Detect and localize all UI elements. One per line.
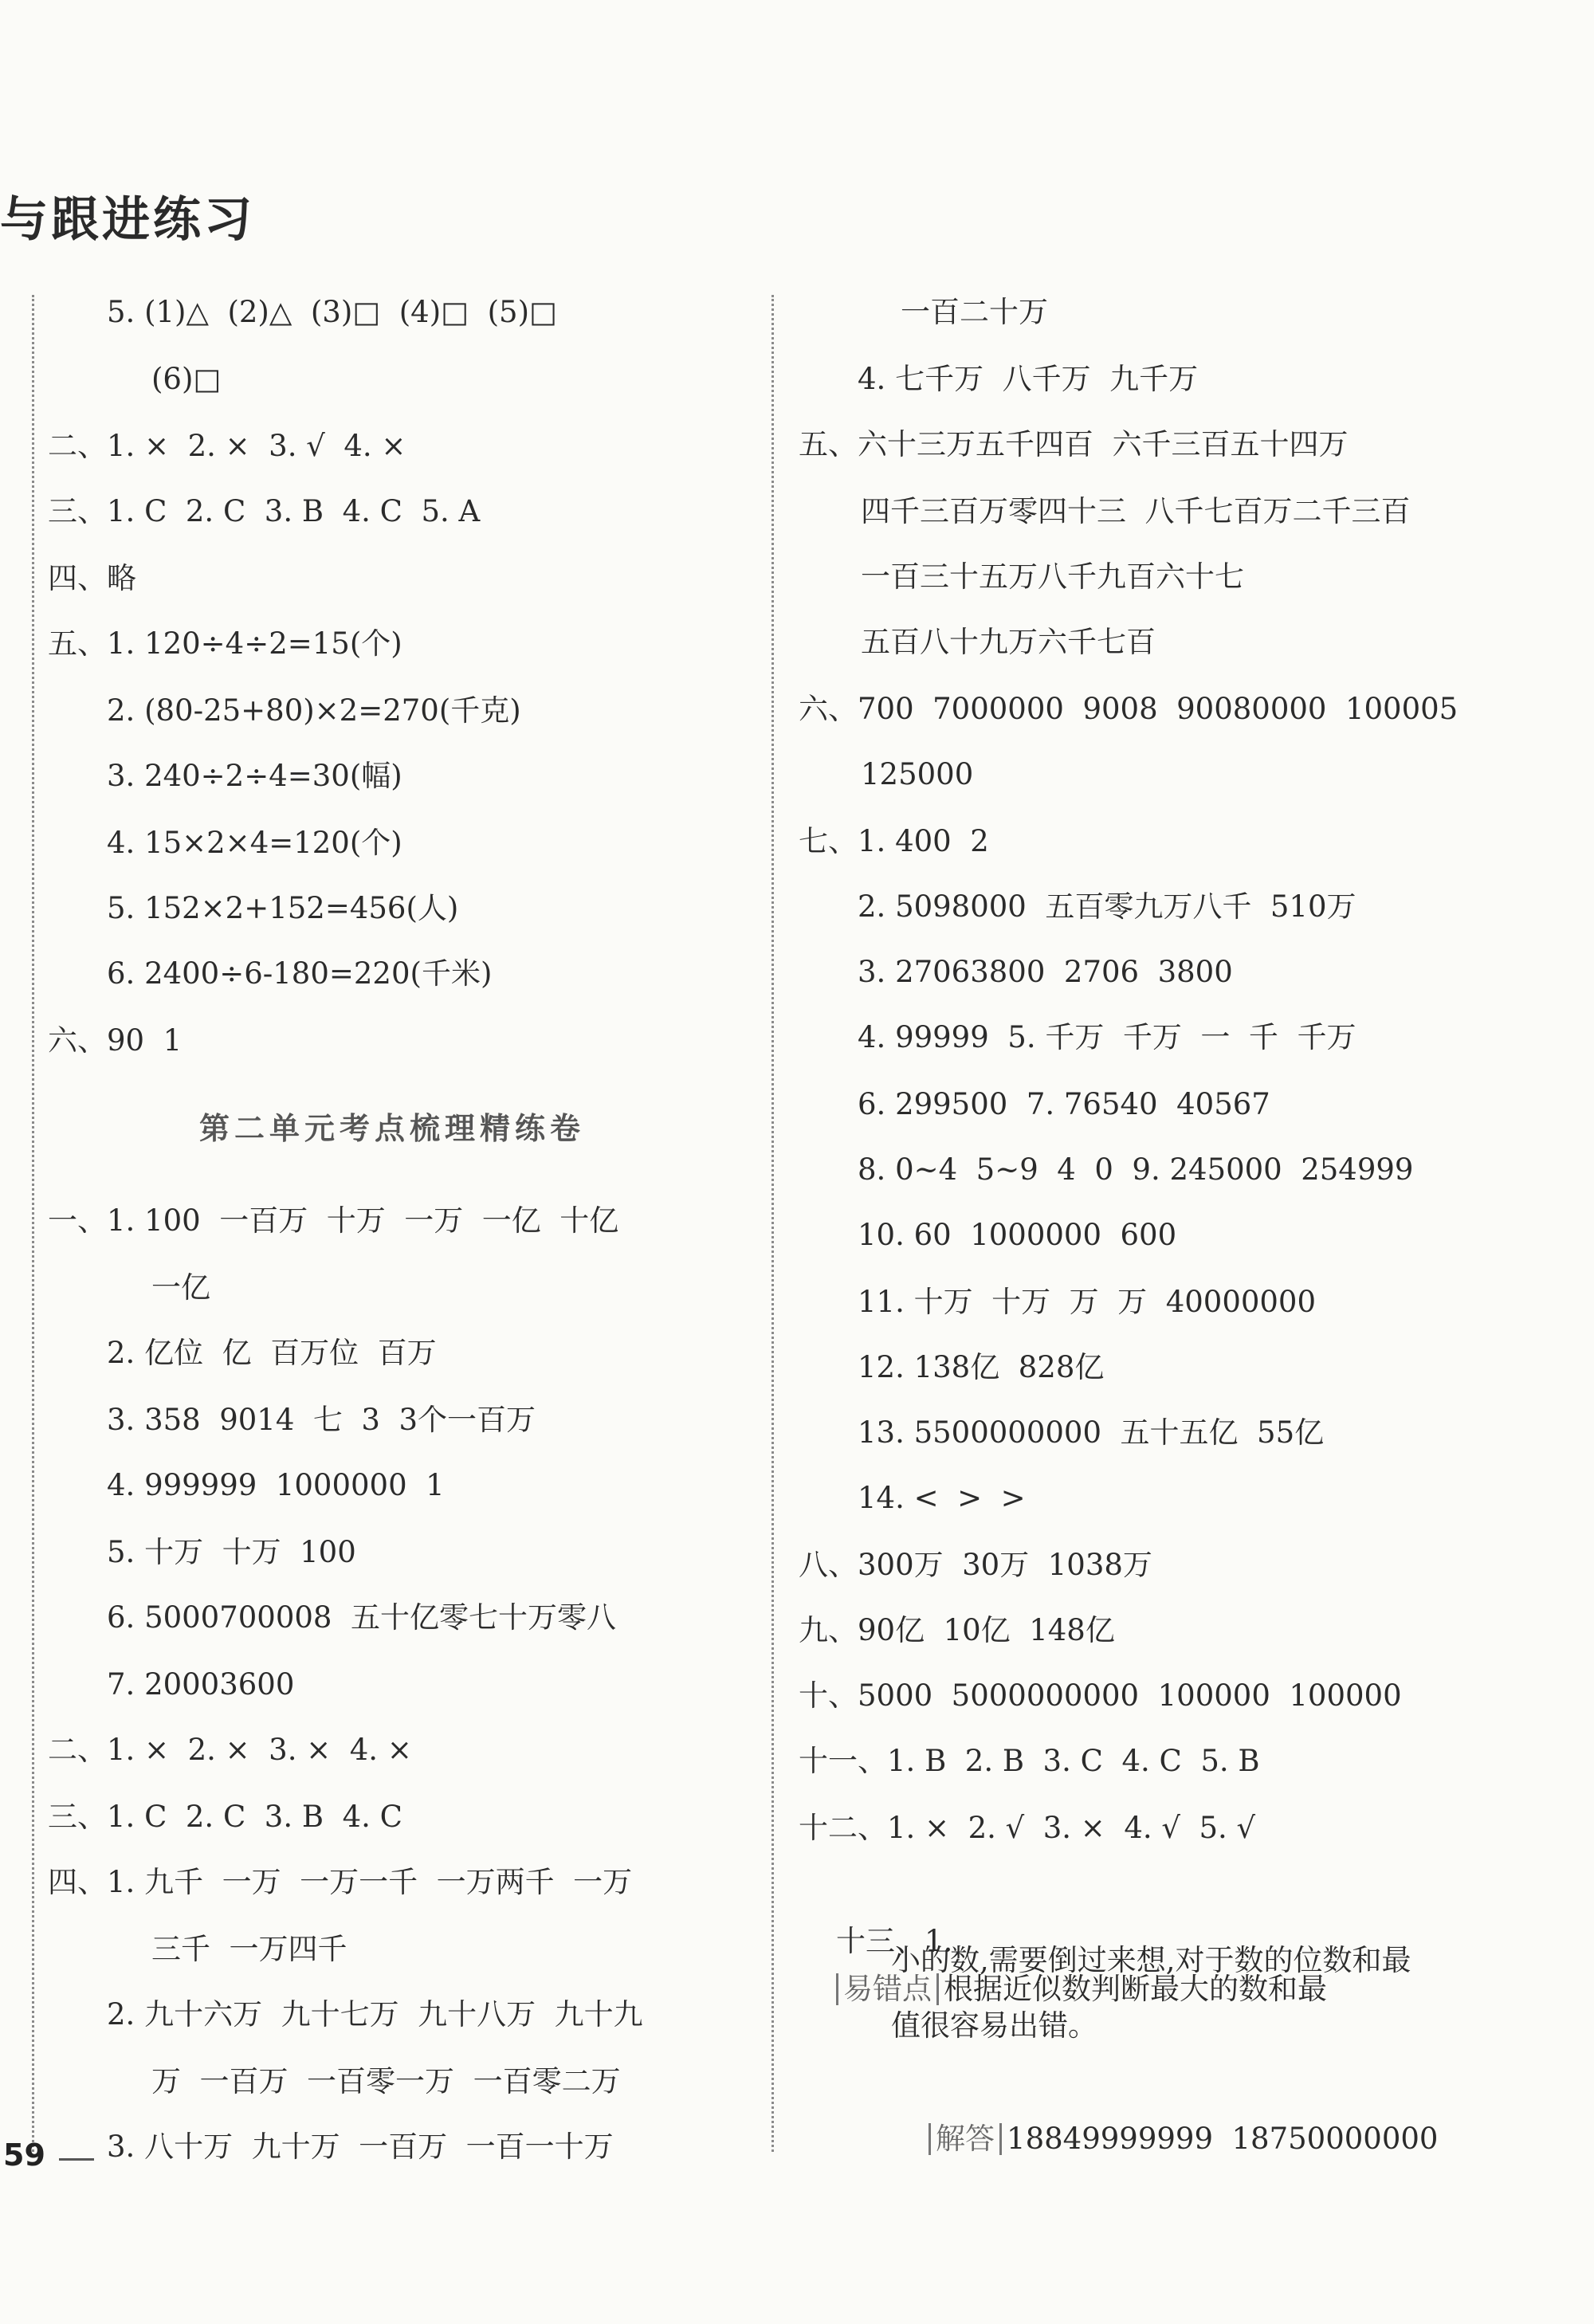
answer-line: 6. 299500 7. 76540 40567 — [858, 1087, 1270, 1121]
section-title: 第二单元考点梳理精练卷 — [199, 1111, 586, 1146]
answer-line: 二、1. × 2. × 3. × 4. × — [48, 1733, 412, 1767]
answer-line: 一百二十万 — [901, 295, 1048, 329]
answer-line: 四千三百万零四十三 八千七百万二千三百 — [861, 494, 1411, 528]
page-number-dash — [59, 2158, 94, 2161]
answer-line: 一、1. 100 一百万 十万 一万 一亿 十亿 — [48, 1203, 619, 1238]
answer-line: 三、1. C 2. C 3. B 4. C 5. A — [48, 494, 481, 528]
answer-line: 6. 2400÷6-180=220(千米) — [107, 956, 493, 991]
answer-line: 5. 152×2+152=456(人) — [107, 891, 459, 925]
answer-line — [891, 2067, 1438, 2211]
answer-line: 2. 九十六万 九十七万 九十八万 九十九 — [107, 1997, 643, 2032]
answer-line: 六、90 1 — [48, 1023, 183, 1058]
solution-tag: 解答 — [929, 2123, 1002, 2155]
answer-line: (6)□ — [151, 362, 222, 396]
error-prone-tag: 易错点 — [836, 1973, 939, 2005]
answer-line: 三千 一万四千 — [151, 1932, 347, 1966]
answer-line: 5. 十万 十万 100 — [107, 1535, 356, 1569]
answer-line: 值很容易出错。 — [891, 2008, 1097, 2043]
answer-line: 4. 999999 1000000 1 — [107, 1468, 445, 1502]
answer-line: 11. 十万 十万 万 万 40000000 — [858, 1285, 1317, 1319]
answer-line: 125000 — [861, 757, 974, 791]
answer-line: 三、1. C 2. C 3. B 4. C — [48, 1800, 402, 1834]
answer-line: 4. 七千万 八千万 九千万 — [858, 362, 1199, 396]
answer-line: 2. (80-25+80)×2=270(千克) — [107, 693, 521, 728]
answer-line: 十、5000 5000000000 100000 100000 — [799, 1678, 1402, 1713]
answer-line: 4. 15×2×4=120(个) — [107, 826, 402, 860]
answer-line: 小的数,需要倒过来想,对于数的位数和最 — [891, 1943, 1411, 1977]
answer-line: 4. 99999 5. 千万 千万 一 千 千万 — [858, 1020, 1356, 1054]
answer-line: 五、六十三万五千四百 六千三百五十四万 — [799, 427, 1349, 461]
answer-line: 3. 240÷2÷4=30(幅) — [107, 759, 402, 793]
answer-line: 一亿 — [151, 1270, 210, 1305]
answer-line: 二、1. × 2. × 3. √ 4. × — [48, 429, 406, 463]
answer-line: 一百三十五万八千九百六十七 — [861, 559, 1244, 594]
page-title: 与跟进练习 — [0, 192, 255, 248]
solution-text: 18849999999 18750000000 — [1007, 2122, 1439, 2156]
answer-line: 3. 358 9014 七 3 3个一百万 — [107, 1403, 536, 1437]
answer-line: 六、700 7000000 9008 90080000 100005 — [799, 692, 1459, 726]
answer-line: 3. 八十万 九十万 一百万 一百一十万 — [107, 2130, 614, 2164]
answer-line: 13. 5500000000 五十五亿 55亿 — [858, 1415, 1325, 1450]
answer-line: 10. 60 1000000 600 — [858, 1218, 1177, 1252]
answer-line: 四、1. 九千 一万 一万一千 一万两千 一万 — [48, 1865, 633, 1899]
answer-number: 十三、1. — [836, 1924, 953, 1958]
note-text: 根据近似数判断最大的数和最 — [944, 1972, 1328, 2006]
answer-line: 五、1. 120÷4÷2=15(个) — [48, 626, 402, 661]
left-margin-rule — [32, 295, 34, 2152]
answer-line: 九、90亿 10亿 148亿 — [799, 1613, 1115, 1647]
column-divider — [771, 295, 774, 2152]
answer-line: 3. 27063800 2706 3800 — [858, 955, 1233, 989]
answer-line: 2. 亿位 亿 百万位 百万 — [107, 1336, 437, 1370]
answer-line: 6. 5000700008 五十亿零七十万零八 — [107, 1600, 616, 1635]
answer-line: 五百八十九万六千七百 — [861, 625, 1156, 659]
page-number: 59 — [3, 2138, 45, 2173]
answer-line: 8. 0~4 5~9 4 0 9. 245000 254999 — [858, 1152, 1414, 1187]
answer-line: 7. 20003600 — [107, 1667, 295, 1702]
answer-line: 2. 5098000 五百零九万八千 510万 — [858, 889, 1356, 924]
answer-line: 七、1. 400 2 — [799, 824, 989, 858]
answer-line: 12. 138亿 828亿 — [858, 1350, 1105, 1384]
answer-line: 十二、1. × 2. √ 3. × 4. √ 5. √ — [799, 1811, 1256, 1845]
answer-line: 14. < > > — [858, 1481, 1026, 1515]
answer-line: 四、略 — [48, 561, 136, 595]
answer-line: 5. (1)△ (2)△ (3)□ (4)□ (5)□ — [107, 295, 557, 329]
answer-line: 十一、1. B 2. B 3. C 4. C 5. B — [799, 1744, 1260, 1778]
answer-line: 万 一百万 一百零一万 一百零二万 — [151, 2064, 621, 2098]
answer-line: 八、300万 30万 1038万 — [799, 1548, 1152, 1582]
